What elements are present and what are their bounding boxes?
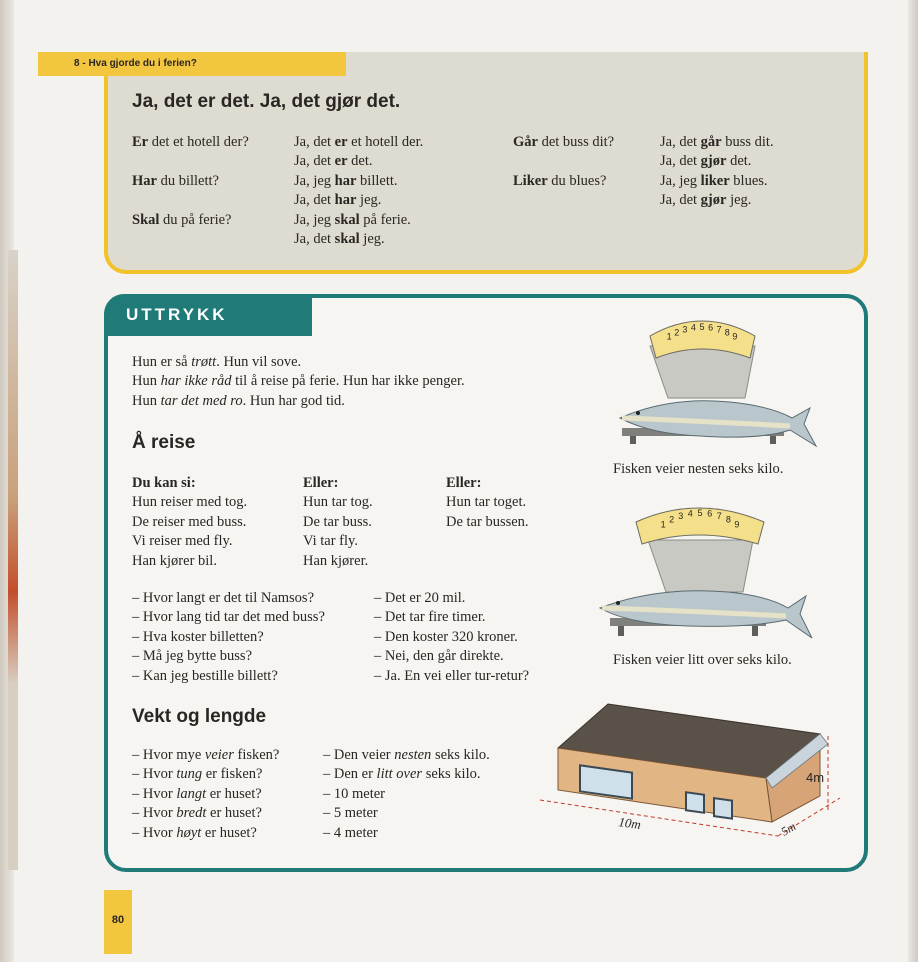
plain-text: Hun [132,392,161,409]
plain-text: på ferie. [359,211,411,228]
list-item: – Det er 20 mil. [374,590,466,606]
list-item [513,172,614,191]
grammar-questions-2 [513,133,614,191]
plain-text: er huset? [201,824,257,841]
list-item [660,133,774,152]
scale-digit: 3 [678,510,684,521]
list-item [294,152,423,171]
scale-digit: 8 [724,327,730,338]
emphasis-text: gjør [700,192,727,209]
list-item [660,191,774,210]
caption-1: Fisken veier nesten seks kilo. [613,461,784,477]
list-item [323,765,490,784]
emphasis-text: langt [176,785,207,802]
scale-digit: 7 [716,324,722,335]
plain-text: – Hvor [132,785,177,802]
house-width-label: 5m [778,819,799,839]
emphasis-text: veier [204,747,234,763]
list-item: – Hvor lang tid tar det med buss? [132,609,325,626]
scale-digit: 8 [725,514,731,525]
scale-digit: 1 [666,331,672,342]
plain-text: – Hvor [132,805,177,822]
list-item [660,172,774,191]
plain-text: Ja, det [660,192,701,209]
list-item [132,824,279,843]
emphasis-text: er [334,153,348,170]
list-item: De tar buss. [303,513,372,530]
vekt-heading: Vekt og lengde [132,706,267,727]
plain-text: jeg. [359,230,385,247]
uttrykk-tab: UTTRYKK [104,294,312,336]
plain-text: – 4 meter [323,824,378,841]
plain-text: er fisken? [202,766,263,783]
emphasis-text: Skal [132,211,160,228]
list-item: De reiser med buss. [132,513,247,530]
plain-text: – Hvor mye [132,747,205,763]
list-item [294,191,423,210]
caption-2: Fisken veier litt over seks kilo. [613,652,792,668]
list-item [132,133,249,152]
plain-text: fisken? [233,747,280,763]
plain-text: . Hun har god tid. [242,392,345,409]
list-item [132,804,279,823]
plain-text: Ja, det [294,153,335,170]
reise-col-3-head: Eller: [446,475,482,491]
scale-digit: 6 [707,508,713,519]
plain-text: Ja, jeg [660,172,701,189]
plain-text: du blues? [547,172,607,189]
house-height-label: 4m [806,770,825,785]
scale-digit: 2 [674,327,680,338]
reise-questions [132,589,325,686]
plain-text: – Hvor [132,824,177,841]
emphasis-text: Er [132,134,149,150]
list-item [132,172,249,191]
scale-digit: 2 [669,514,675,525]
vekt-answers [323,746,490,843]
reise-col-2 [303,474,373,571]
vekt-questions [132,746,279,843]
plain-text: blues. [729,172,768,189]
grammar-title: Ja, det er det. Ja, det gjør det. [132,91,401,112]
plain-text: til å reise på ferie. Hun har ikke penger. [231,373,465,390]
emphasis-text: har ikke råd [160,373,232,390]
plain-text: jeg. [726,192,752,209]
house-length-label: 10m [617,814,642,833]
list-item [132,746,279,765]
list-item [660,152,774,171]
list-item: De tar bussen. [446,513,529,530]
list-item: – Hva koster billetten? [132,628,264,645]
plain-text: det. [347,153,373,170]
list-item: – Hvor langt er det til Namsos? [132,590,315,606]
plain-text: Ja, det [294,230,335,247]
list-item [323,746,490,765]
grammar-answers-1 [294,133,423,249]
reise-answers [374,589,529,686]
plain-text: Ja, det [660,153,701,170]
list-item: Vi tar fly. [303,533,358,550]
list-item [132,785,279,804]
list-item: Hun tar tog. [303,494,373,511]
emphasis-text: har [334,192,357,209]
scale-digit: 7 [716,510,722,521]
plain-text: – 10 meter [323,785,386,802]
scale-digit: 4 [687,508,693,519]
list-item [132,152,249,171]
list-item [513,152,614,171]
scale-digit: 4 [690,322,696,333]
uttrykk-lines [132,353,465,411]
plain-text: – Hvor [132,766,177,783]
plain-text: er huset? [206,785,262,802]
scale-digit: 1 [660,519,666,530]
emphasis-text: bredt [176,805,207,822]
list-item [294,230,423,249]
emphasis-text: tar det med ro [160,392,243,409]
emphasis-text: nesten [394,747,432,763]
plain-text: Hun er så [132,354,192,370]
plain-text: – 5 meter [323,805,378,822]
list-item [294,133,423,152]
plain-text: det et hotell der? [148,134,249,150]
emphasis-text: tung [176,766,203,783]
emphasis-text: er [334,134,348,150]
emphasis-text: gjør [700,153,727,170]
plain-text: . Hun vil sove. [216,354,302,370]
list-item: – Den koster 320 kroner. [374,628,518,645]
list-item [323,785,490,804]
emphasis-text: Går [513,134,538,150]
page-number: 80 [104,890,132,954]
fish-scale-illustration-1 [610,306,820,456]
list-item: Vi reiser med fly. [132,533,233,550]
grammar-questions-1 [132,133,249,230]
emphasis-text: trøtt [191,354,217,370]
list-item [132,392,465,411]
emphasis-text: litt over [376,766,423,783]
list-item [132,372,465,391]
grammar-answers-2 [660,133,774,211]
house-illustration [528,700,848,852]
emphasis-text: skal [334,211,360,228]
plain-text: jeg. [356,192,382,209]
plain-text: buss dit. [721,134,774,150]
plain-text: et hotell der. [347,134,424,150]
list-item [323,804,490,823]
scale-digit: 9 [732,331,738,342]
emphasis-text: Liker [513,172,548,189]
binding-strip [8,250,18,870]
plain-text: Ja, jeg [294,172,335,189]
list-item: – Kan jeg bestille billett? [132,667,278,684]
list-item [294,172,423,191]
scale-digit: 3 [682,324,688,335]
plain-text: du på ferie? [159,211,232,228]
fish-scale-illustration-2 [598,500,818,650]
reise-col-1-head: Du kan si: [132,475,196,491]
list-item [132,211,249,230]
list-item: – Ja. En vei eller tur-retur? [374,667,530,684]
list-item [323,824,490,843]
reise-col-2-head: Eller: [303,475,339,491]
list-item [294,211,423,230]
plain-text: seks kilo. [422,766,481,783]
plain-text: du billett? [156,172,219,189]
scale-digit: 6 [708,322,714,333]
plain-text: billett. [356,172,398,189]
list-item: – Nei, den går direkte. [374,648,504,665]
list-item: – Må jeg bytte buss? [132,648,253,665]
reise-col-3 [446,474,529,532]
list-item: – Det tar fire timer. [374,609,486,626]
plain-text: – Den veier [323,747,395,763]
list-item: Han kjører bil. [132,552,217,569]
plain-text: er huset? [206,805,262,822]
reise-col-1 [132,474,247,571]
list-item: Han kjører. [303,552,369,569]
list-item [132,191,249,210]
list-item [132,353,465,372]
list-item: Hun tar toget. [446,494,527,511]
plain-text: – Den er [323,766,377,783]
scale-digit: 5 [697,508,703,518]
scale-digit: 9 [734,519,740,530]
plain-text: Ja, det [660,134,701,150]
page-right-edge [908,0,918,962]
emphasis-text: går [700,134,722,150]
emphasis-text: Har [132,172,157,189]
list-item [513,133,614,152]
emphasis-text: liker [700,172,730,189]
plain-text: Ja, det [294,192,335,209]
emphasis-text: skal [334,230,360,247]
emphasis-text: høyt [176,824,202,841]
scale-digit: 5 [699,322,705,332]
plain-text: Ja, det [294,134,335,150]
reise-heading: Å reise [132,432,196,453]
plain-text: det buss dit? [537,134,615,150]
plain-text: Ja, jeg [294,211,335,228]
chapter-header: 8 - Hva gjorde du i ferien? [38,52,346,76]
list-item [132,765,279,784]
plain-text: det. [726,153,752,170]
plain-text: seks kilo. [431,747,490,763]
emphasis-text: har [334,172,357,189]
plain-text: Hun [132,373,161,390]
list-item: Hun reiser med tog. [132,494,248,511]
